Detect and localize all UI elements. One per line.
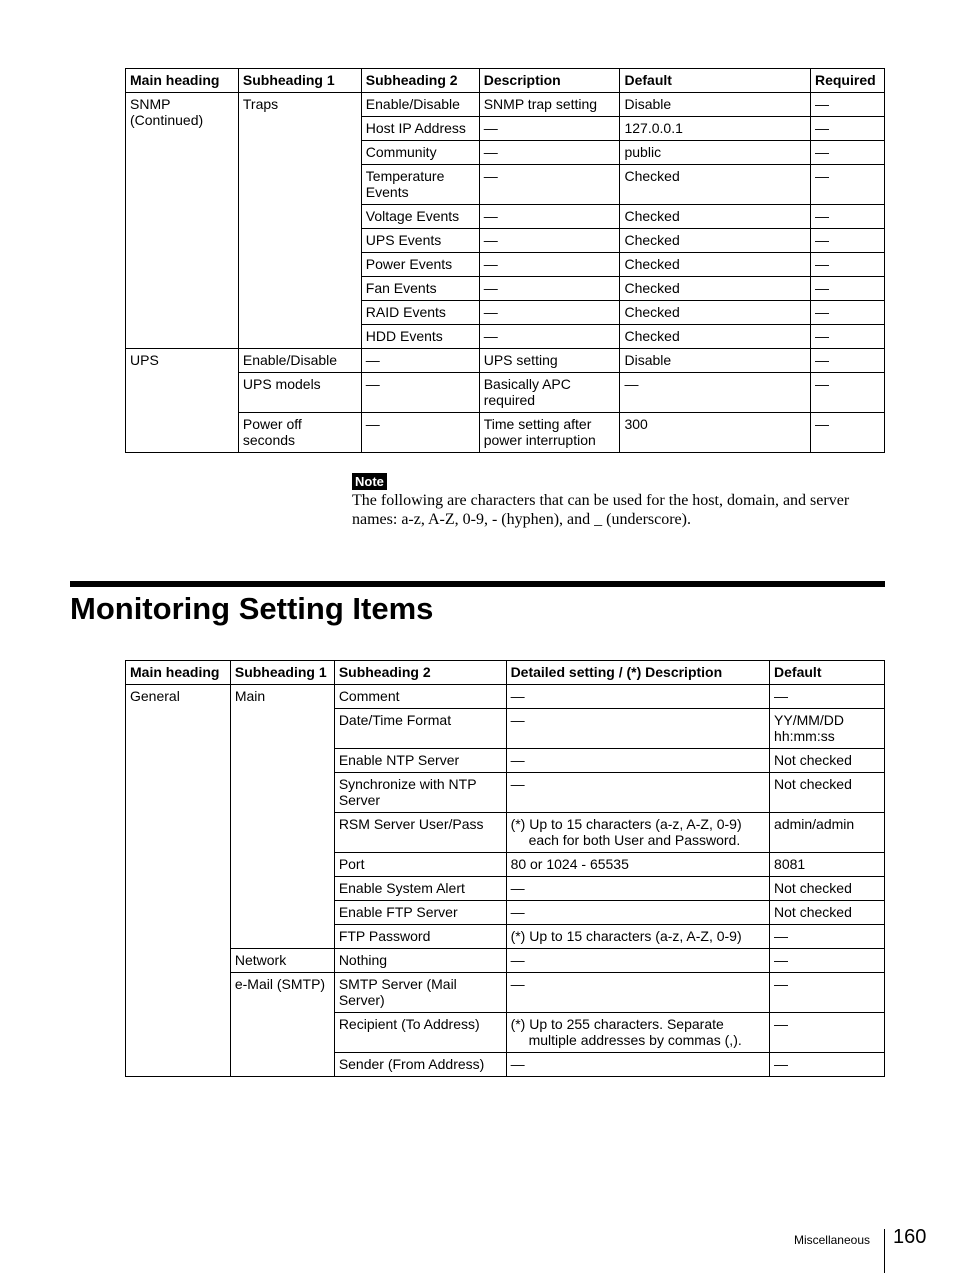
table-cell: Checked	[620, 253, 811, 277]
table-row	[126, 973, 885, 1013]
table-cell: —	[810, 253, 884, 277]
table-cell: Power Events	[361, 253, 479, 277]
table-cell: —	[479, 205, 620, 229]
table-cell: 8081	[770, 853, 885, 877]
table-cell: (*) Up to 15 characters (a-z, A-Z, 0-9)	[506, 925, 769, 949]
table-cell: —	[810, 301, 884, 325]
table-cell: —	[479, 253, 620, 277]
table-row	[126, 349, 885, 373]
column-header: Subheading 2	[334, 661, 506, 685]
table-cell: UPS setting	[479, 349, 620, 373]
column-header: Subheading 2	[361, 69, 479, 93]
table-cell: —	[479, 277, 620, 301]
description-line: (*) Up to 15 characters (a-z, A-Z, 0-9)	[510, 816, 742, 832]
description-line: (*) Up to 255 characters. Separate	[510, 1016, 724, 1032]
table-cell: —	[810, 373, 884, 413]
column-header: Required	[810, 69, 884, 93]
monitoring-settings-table	[125, 660, 885, 1077]
table-cell: —	[810, 349, 884, 373]
table-cell: —	[506, 901, 769, 925]
table-cell: Nothing	[334, 949, 506, 973]
table-cell: HDD Events	[361, 325, 479, 349]
table-cell: RSM Server User/Pass	[334, 813, 506, 853]
table-cell: 300	[620, 413, 811, 453]
table-row	[126, 949, 885, 973]
table-cell: Enable FTP Server	[334, 901, 506, 925]
table-row	[126, 685, 885, 709]
table-cell	[506, 813, 769, 853]
description-continuation: each for both User and Password.	[528, 832, 741, 848]
note-text: The following are characters that can be used for the host, domain, and server names: a-z, A-Z, 0-9, - (hyphen), and _ (underscore).	[352, 492, 850, 528]
table-cell: Not checked	[770, 773, 885, 813]
table-header-row	[126, 69, 885, 93]
column-header: Main heading	[126, 69, 239, 93]
table-cell: Disable	[620, 349, 811, 373]
table-cell: —	[810, 165, 884, 205]
table-cell: —	[810, 229, 884, 253]
table-cell	[770, 709, 885, 749]
table-cell: Fan Events	[361, 277, 479, 301]
table-cell: Comment	[334, 685, 506, 709]
subheading1-cell: Traps	[238, 93, 361, 349]
description-continuation: multiple addresses by commas (,).	[528, 1032, 742, 1048]
table-cell: Checked	[620, 277, 811, 301]
table-cell: Temperature Events	[361, 165, 479, 205]
table-cell: —	[810, 93, 884, 117]
table-cell: SNMP trap setting	[479, 93, 620, 117]
table-cell: SMTP Server (Mail Server)	[334, 973, 506, 1013]
table-cell: —	[479, 141, 620, 165]
table-cell: Checked	[620, 165, 811, 205]
table-cell: —	[479, 301, 620, 325]
main-heading-cell: UPS	[126, 349, 239, 453]
table-cell: Voltage Events	[361, 205, 479, 229]
table-cell: Community	[361, 141, 479, 165]
table-cell: —	[810, 277, 884, 301]
main-heading-cell: SNMP (Continued)	[126, 93, 239, 349]
table-cell: —	[810, 205, 884, 229]
table-cell: —	[506, 973, 769, 1013]
table-cell: —	[810, 325, 884, 349]
table-cell: UPS models	[238, 373, 361, 413]
subheading1-cell: Network	[230, 949, 334, 973]
table-cell: —	[620, 373, 811, 413]
table-header-row	[126, 661, 885, 685]
table-cell: Port	[334, 853, 506, 877]
table-cell: —	[506, 685, 769, 709]
table-cell: Not checked	[770, 877, 885, 901]
table-cell: Checked	[620, 229, 811, 253]
table-cell: —	[361, 413, 479, 453]
table-cell: —	[361, 349, 479, 373]
table-cell: —	[506, 877, 769, 901]
footer-divider	[884, 1229, 885, 1273]
column-header: Subheading 1	[238, 69, 361, 93]
table-cell: Checked	[620, 325, 811, 349]
table-cell: Time setting after power interruption	[479, 413, 620, 453]
table-cell: Checked	[620, 205, 811, 229]
table-cell: FTP Password	[334, 925, 506, 949]
table-row	[126, 373, 885, 413]
table-cell: Basically APC required	[479, 373, 620, 413]
table-cell: —	[770, 949, 885, 973]
table-cell: —	[479, 229, 620, 253]
table-cell: —	[770, 1053, 885, 1077]
table-cell	[506, 1013, 769, 1053]
main-heading-cell: General	[126, 685, 231, 1077]
table-row	[126, 413, 885, 453]
table-cell: 80 or 1024 - 65535	[506, 853, 769, 877]
column-header: Default	[620, 69, 811, 93]
table-cell: Checked	[620, 301, 811, 325]
table-cell: —	[361, 373, 479, 413]
table-cell: —	[770, 685, 885, 709]
table-cell: Sender (From Address)	[334, 1053, 506, 1077]
table-cell: —	[770, 973, 885, 1013]
table-cell: —	[506, 709, 769, 749]
table-cell: 127.0.0.1	[620, 117, 811, 141]
section-title: Monitoring Setting Items	[70, 591, 434, 626]
table-row	[126, 93, 885, 117]
column-header: Description	[479, 69, 620, 93]
table-cell: Power off seconds	[238, 413, 361, 453]
table-cell: Not checked	[770, 749, 885, 773]
column-header: Detailed setting / (*) Description	[506, 661, 769, 685]
table-cell: —	[506, 749, 769, 773]
table-cell: —	[506, 949, 769, 973]
table-cell: Disable	[620, 93, 811, 117]
table-cell: Date/Time Format	[334, 709, 506, 749]
snmp-ups-settings-table	[125, 68, 885, 453]
section-rule	[70, 581, 885, 587]
table-cell: Synchronize with NTP Server	[334, 773, 506, 813]
table-cell: —	[506, 1053, 769, 1077]
column-header: Main heading	[126, 661, 231, 685]
table-cell: —	[770, 1013, 885, 1053]
subheading1-cell: e-Mail (SMTP)	[230, 973, 334, 1077]
table-cell: Enable/Disable	[361, 93, 479, 117]
table-cell: Recipient (To Address)	[334, 1013, 506, 1053]
table-cell: —	[810, 117, 884, 141]
table-cell: —	[810, 413, 884, 453]
table-cell: —	[770, 925, 885, 949]
table-cell: Host IP Address	[361, 117, 479, 141]
table-cell: —	[810, 141, 884, 165]
column-header: Subheading 1	[230, 661, 334, 685]
table-cell: Enable NTP Server	[334, 749, 506, 773]
table-cell: admin/admin	[770, 813, 885, 853]
subheading1-cell: Main	[230, 685, 334, 949]
column-header: Default	[770, 661, 885, 685]
table-cell: —	[479, 165, 620, 205]
footer-section-name: Miscellaneous	[793, 1233, 870, 1247]
table-cell: RAID Events	[361, 301, 479, 325]
table-cell: UPS Events	[361, 229, 479, 253]
table-cell: public	[620, 141, 811, 165]
table-cell: Not checked	[770, 901, 885, 925]
table-cell: —	[479, 117, 620, 141]
date-format-default: YY/MM/DD hh:mm:ss	[774, 712, 845, 744]
table-cell: —	[479, 325, 620, 349]
table-cell: Enable/Disable	[238, 349, 361, 373]
table-cell: —	[506, 773, 769, 813]
page-number: 160	[893, 1226, 927, 1248]
note-label: Note	[352, 473, 387, 490]
table-cell: Enable System Alert	[334, 877, 506, 901]
note-block	[352, 472, 892, 529]
